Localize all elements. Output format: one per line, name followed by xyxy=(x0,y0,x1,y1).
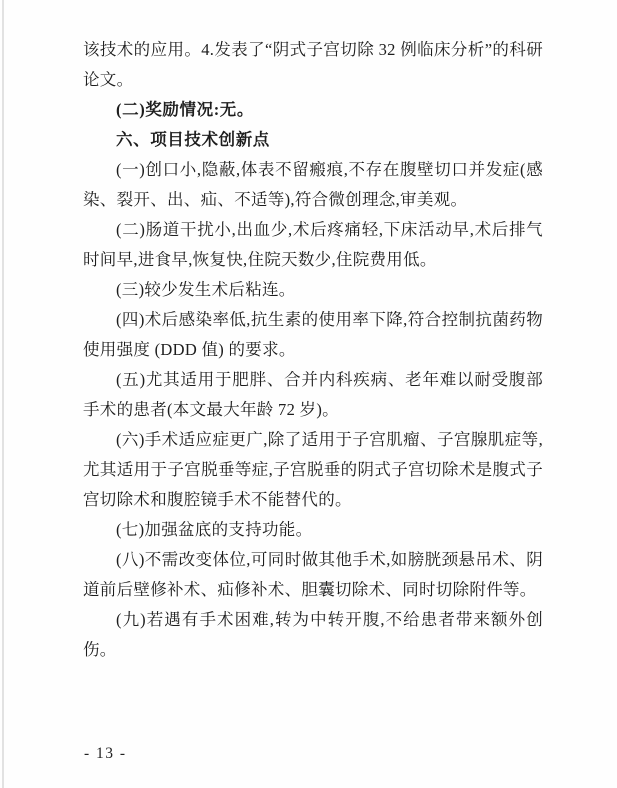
award-status-line: (二)奖励情况:无。 xyxy=(116,100,254,119)
paragraph: (七)加强盆底的支持功能。 xyxy=(116,520,313,539)
document-body xyxy=(83,35,543,665)
paragraph: (六)手术适应症更广,除了适用于子宫肌瘤、子宫腺肌症等,尤其适用于子宫脱垂等症,子宫脱垂的阴式子宫切除术是腹式子宫切除术和腹腔镜手术不能替代的。 xyxy=(83,430,543,509)
paragraph: (三)较少发生术后粘连。 xyxy=(116,280,296,299)
paragraph: 该技术的应用。4.发表了“阴式子宫切除 32 例临床分析”的科研论文。 xyxy=(83,40,543,89)
paragraph: (一)创口小,隐蔽,体表不留瘢痕,不存在腹壁切口并发症(感染、裂开、出、疝、不适等),符合微创理念,审美观。 xyxy=(83,160,543,209)
paragraph: (九)若遇有手术困难,转为中转开腹,不给患者带来额外创伤。 xyxy=(83,610,543,659)
paragraph: (四)术后感染率低,抗生素的使用率下降,符合控制抗菌药物使用强度 (DDD 值) 的要求。 xyxy=(83,310,543,359)
scan-edge-line xyxy=(2,0,4,788)
paragraph: (八)不需改变体位,可同时做其他手术,如膀胱颈悬吊术、阴道前后壁修补术、疝修补术、胆囊切除术、同时切除附件等。 xyxy=(83,550,543,599)
section-heading: 六、项目技术创新点 xyxy=(116,131,270,149)
page-number: - 13 - xyxy=(84,745,127,762)
paragraph: (二)肠道干扰小,出血少,术后疼痛轻,下床活动早,术后排气时间早,进食早,恢复快,住院天数少,住院费用低。 xyxy=(83,220,543,269)
paragraph: (五)尤其适用于肥胖、合并内科疾病、老年难以耐受腹部手术的患者(本文最大年龄 72 岁)。 xyxy=(83,370,543,419)
